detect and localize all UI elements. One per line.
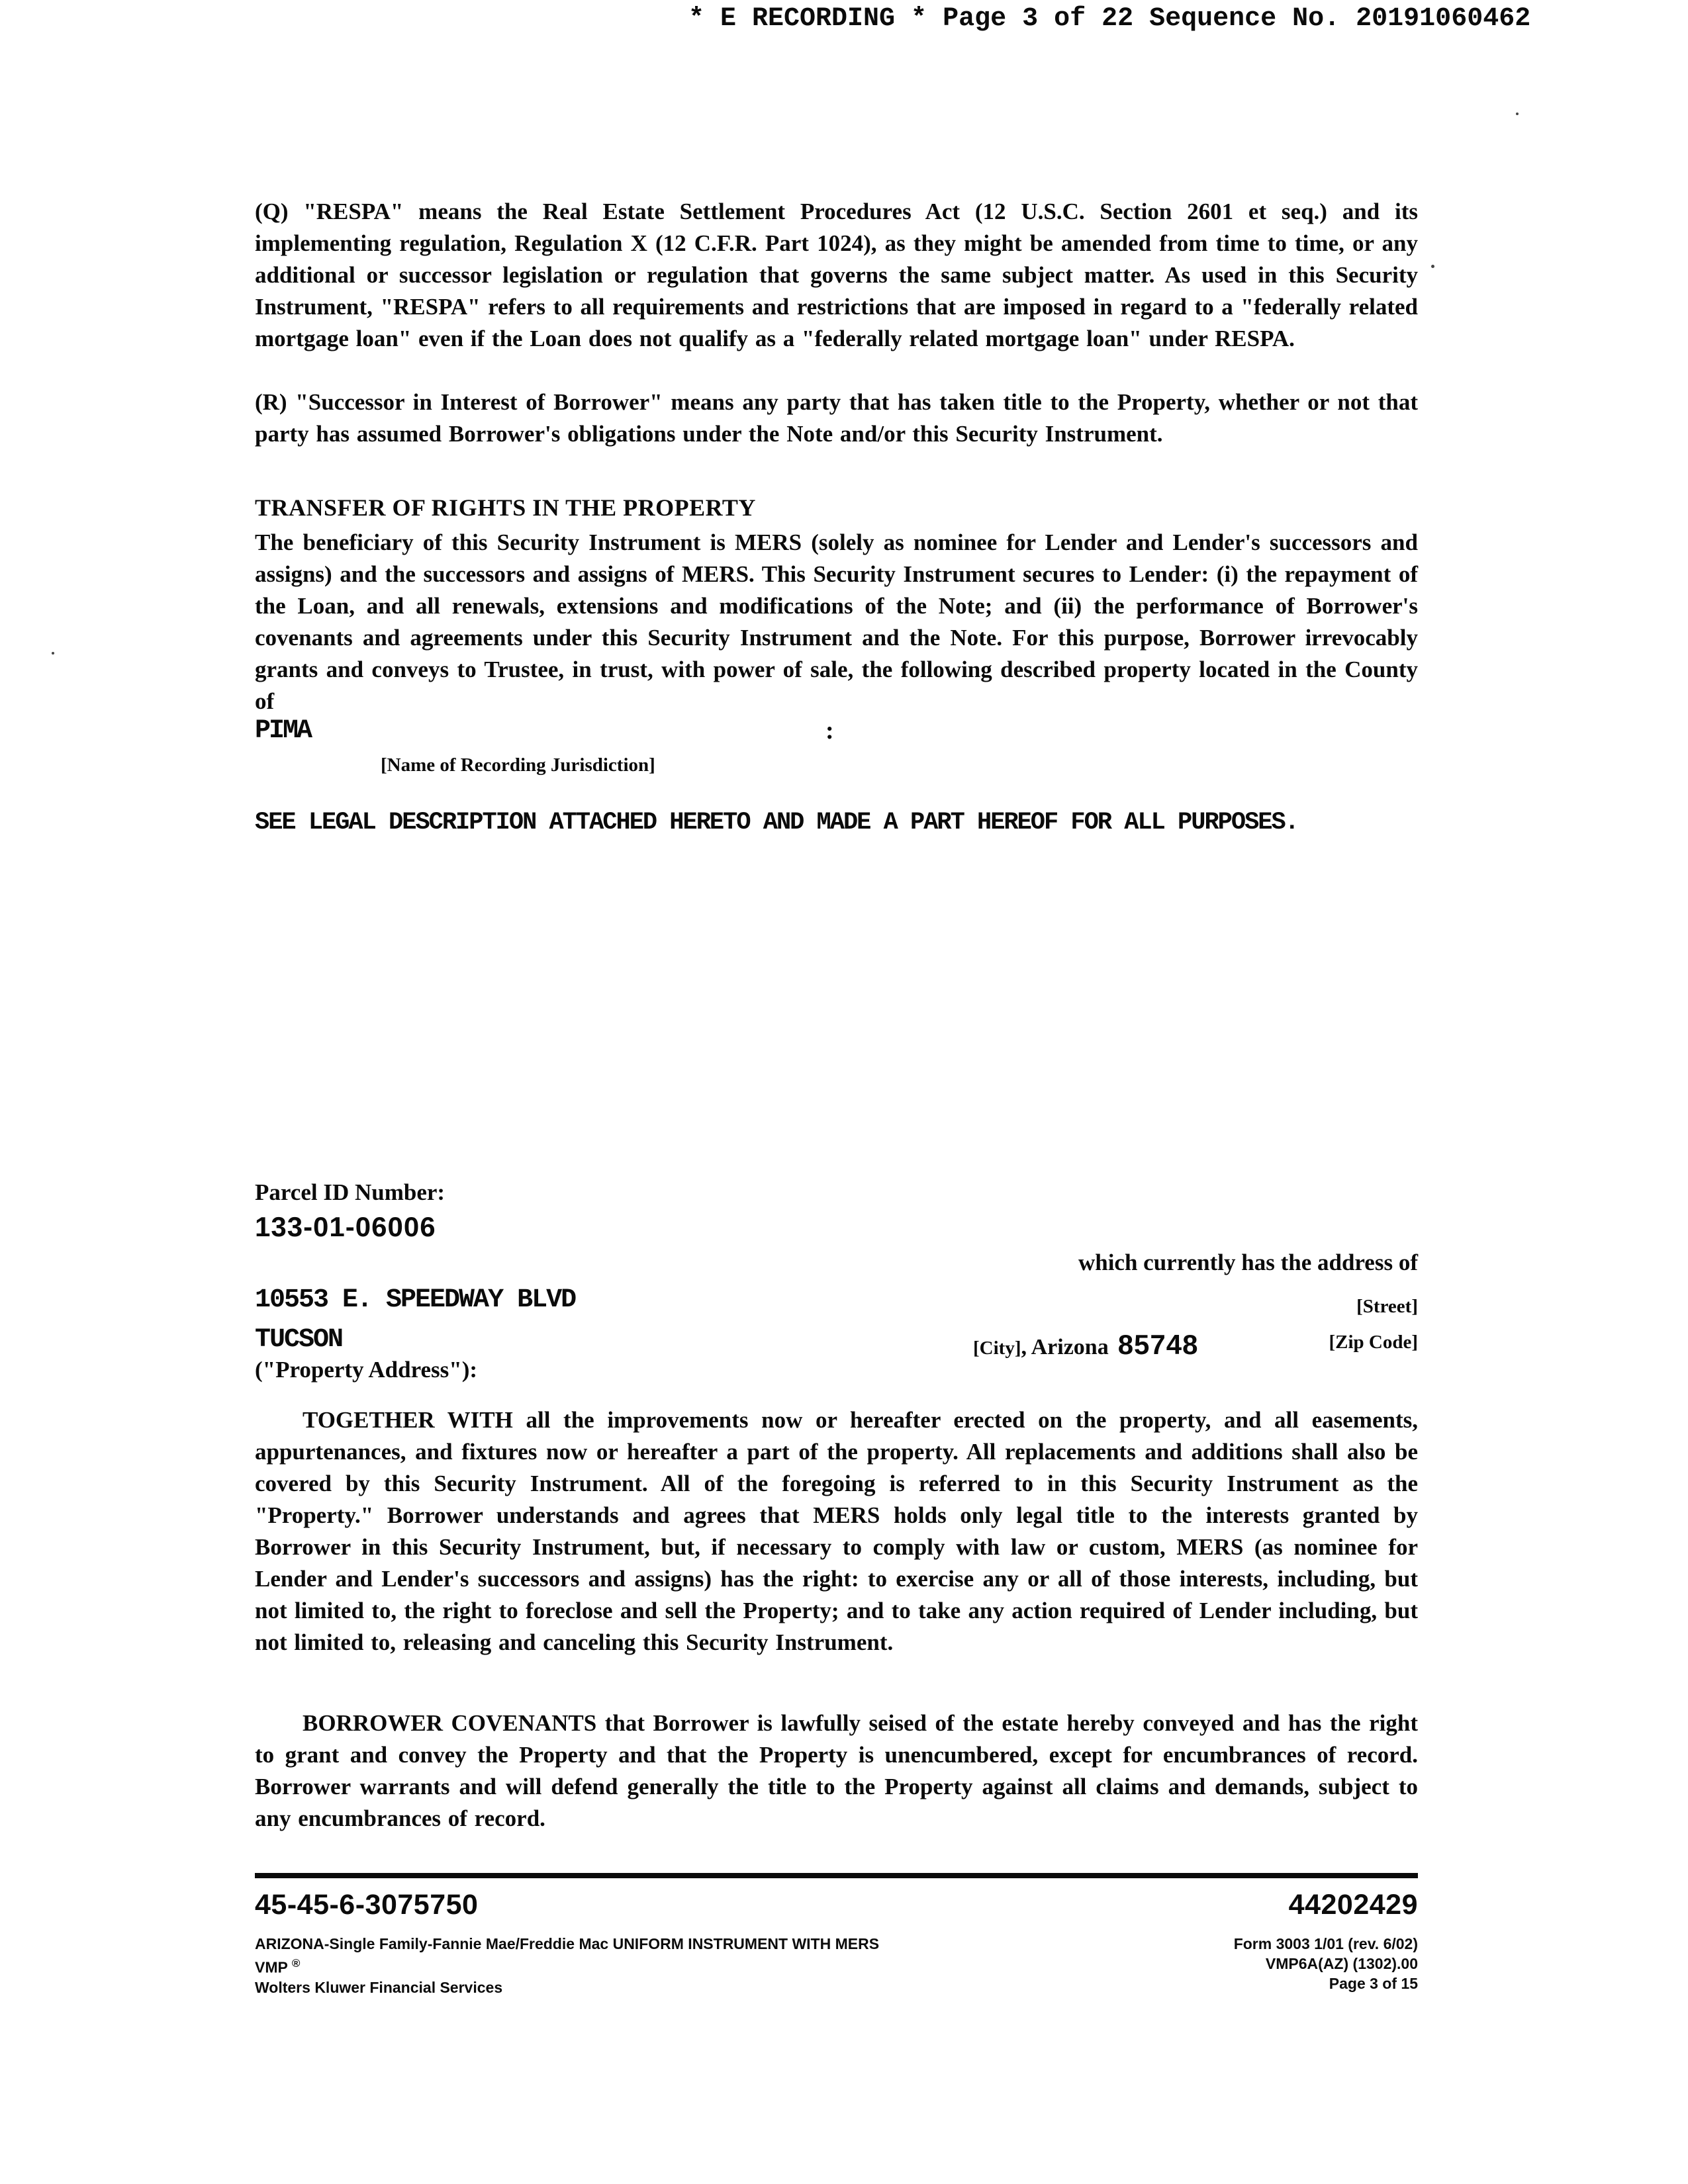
footer-numbers-row bbox=[255, 1889, 1418, 1921]
recording-jurisdiction-label: [Name of Recording Jurisdiction] bbox=[381, 754, 655, 776]
state-text: , Arizona bbox=[1021, 1335, 1109, 1359]
address-intro-text: which currently has the address of bbox=[1078, 1250, 1418, 1275]
footer-wolters-kluwer-line: Wolters Kluwer Financial Services bbox=[255, 1978, 503, 1996]
zip-field-label: [Zip Code] bbox=[1329, 1332, 1418, 1353]
legal-description-text: SEE LEGAL DESCRIPTION ATTACHED HERETO AND MADE A PART HEREOF FOR ALL PURPOSES. bbox=[255, 809, 1298, 837]
footer-right-column bbox=[1234, 1934, 1418, 1997]
registered-trademark-symbol: ® bbox=[291, 1957, 301, 1970]
parcel-id-value: 133-01-06006 bbox=[255, 1211, 436, 1242]
parcel-id-label: Parcel ID Number: bbox=[255, 1179, 445, 1205]
footer-form-number-line: Form 3003 1/01 (rev. 6/02) bbox=[1233, 1935, 1418, 1952]
transfer-of-rights-heading: TRANSFER OF RIGHTS IN THE PROPERTY bbox=[255, 494, 756, 521]
footer-page-number-line: Page 3 of 15 bbox=[1329, 1975, 1418, 1992]
county-row bbox=[255, 716, 1418, 749]
zip-code-value: 85748 bbox=[1117, 1329, 1199, 1360]
footer-instrument-line: ARIZONA-Single Family-Fannie Mae/Freddie Mac UNIFORM INSTRUMENT WITH MERS bbox=[255, 1935, 880, 1952]
loan-number: 45-45-6-3075750 bbox=[255, 1889, 479, 1921]
together-with-paragraph: TOGETHER WITH all the improvements now or hereafter erected on the property, and all easements, appurtenances, and fixtures now or hereafter a part of the property. All replacements and additions shall also be covered by this Security Instrument. All of the foregoing is referred to in this Security Instrument as the "Property." Borrower understands and agrees that MERS holds only legal title to the interests granted by Borrower in this Security Instrument, but, if necessary to comply with law or custom, MERS (as nominee for Lender and Lender's successors and assigns) has the right: to exercise any or all of those interests, including, but not limited to, the right to foreclose and sell the Property; and to take any action required of Lender including, but not limited to, releasing and canceling this Security Instrument. bbox=[255, 1407, 1418, 1655]
footer-divider-rule bbox=[255, 1873, 1418, 1878]
definition-paragraph-r: (R) "Successor in Interest of Borrower" means any party that has taken title to the Property, whether or not that party has assumed Borrower's obligations under the Note and/or this Security Instrument. bbox=[255, 389, 1418, 447]
footer-vmp-text: VMP bbox=[255, 1958, 288, 1976]
footer-fine-print bbox=[255, 1934, 1418, 1997]
e-recording-header: * E RECORDING * Page 3 of 22 Sequence No. 20191060462 bbox=[688, 4, 1531, 34]
city-value: TUCSON bbox=[255, 1325, 343, 1355]
definition-paragraph-q: (Q) "RESPA" means the Real Estate Settlement Procedures Act (12 U.S.C. Section 2601 et seq.) and its implementing regulation, Regulation X (12 C.F.R. Part 1024), as they might be amended from time to time, or any additional or successor legislation or regulation that governs the same subject matter. As used in this Security Instrument, "RESPA" refers to all requirements and restrictions that are imposed in regard to a "federally related mortgage loan" even if the Loan does not qualify as a "federally related mortgage loan" under RESPA. bbox=[255, 199, 1418, 351]
document-number: 44202429 bbox=[1288, 1889, 1418, 1921]
transfer-of-rights-paragraph: The beneficiary of this Security Instrument is MERS (solely as nominee for Lender and Lender's successors and assigns) and the successors and assigns of MERS. This Security Instrument secures to Lender: (i) the repayment of the Loan, and all renewals, extensions and modifications of the Note; and (ii) the performance of Borrower's covenants and agreements under this Security Instrument and the Note. For this purpose, Borrower irrevocably grants and conveys to Trustee, in trust, with power of sale, the following described property located in the County of bbox=[255, 529, 1418, 714]
scan-speck bbox=[1431, 265, 1434, 268]
city-field-label: [City] bbox=[973, 1338, 1021, 1359]
property-address-label: ("Property Address"): bbox=[255, 1357, 478, 1383]
street-address-value: 10553 E. SPEEDWAY BLVD bbox=[255, 1285, 576, 1315]
footer-vmp-form-code-line: VMP6A(AZ) (1302).00 bbox=[1265, 1955, 1418, 1972]
county-colon: : bbox=[825, 717, 834, 745]
city-state-zip-group bbox=[973, 1329, 1199, 1361]
street-row bbox=[255, 1285, 1418, 1325]
footer-vmp-line bbox=[255, 1954, 879, 1978]
scan-speck bbox=[1516, 113, 1519, 115]
county-name-value: PIMA bbox=[255, 716, 311, 746]
footer-left-column bbox=[255, 1934, 879, 1997]
street-field-label: [Street] bbox=[1356, 1296, 1418, 1317]
scan-speck bbox=[52, 652, 54, 655]
borrower-covenants-paragraph: BORROWER COVENANTS that Borrower is lawfully seised of the estate hereby conveyed and has the right to grant and convey the Property and that the Property is unencumbered, except for encumbrances of record. Borrower warrants and will defend generally the title to the Property against all claims and demands, subject to any encumbrances of record. bbox=[255, 1710, 1418, 1831]
